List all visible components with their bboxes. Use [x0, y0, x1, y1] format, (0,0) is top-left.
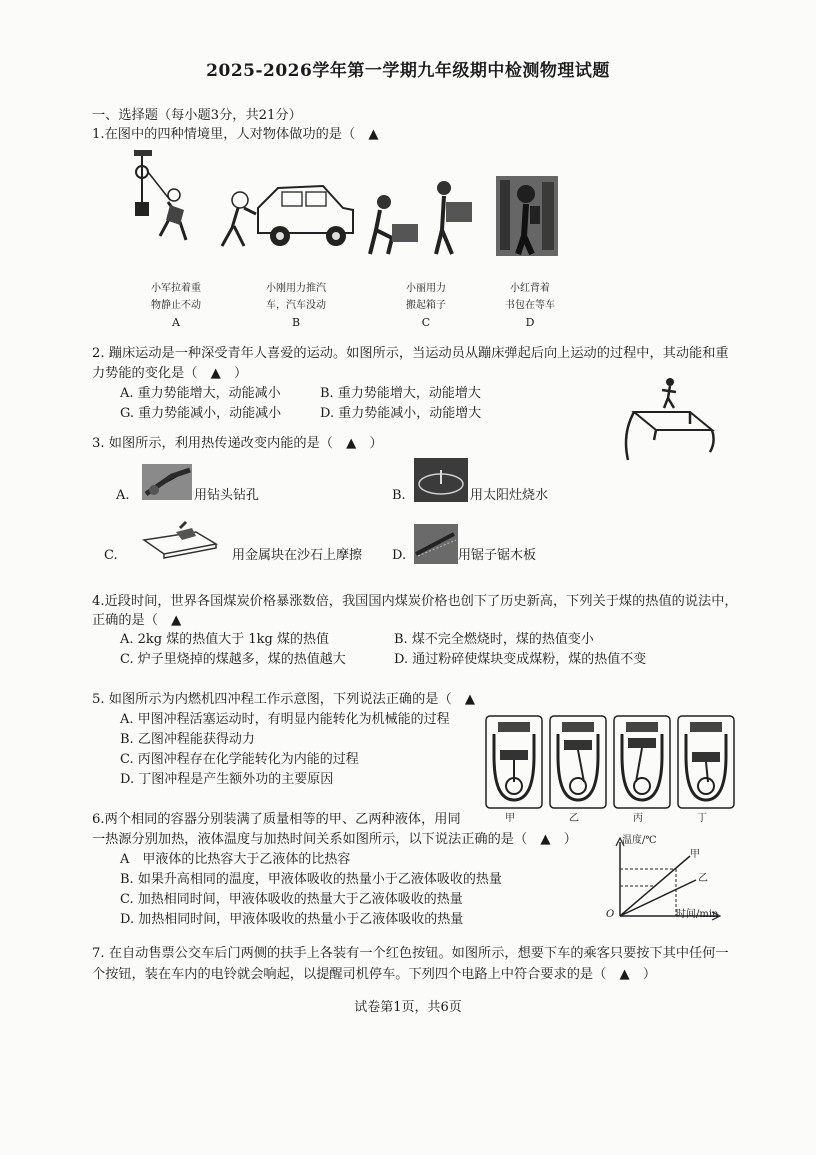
q2-option-a: A. 重力势能增大，动能减小: [120, 386, 281, 401]
q1-letter-c: C: [421, 316, 431, 329]
q3-image-c: [140, 520, 220, 560]
page-title: 2025-2026学年第一学期九年级期中检测物理试题: [206, 61, 610, 81]
q2-option-b: B. 重力势能增大，动能增大: [320, 386, 481, 401]
q1-letter-a: A: [172, 316, 180, 329]
q1-caption-c-line2: 搬起箱子: [406, 300, 446, 311]
q2-trampoline-figure: [620, 378, 716, 462]
q5-label-jia: 甲: [505, 813, 515, 824]
q5-option-c: C. 丙图冲程存在化学能转化为内能的过程: [120, 752, 359, 767]
q2-stem-line2: 力势能的变化是（ ▲ ）: [92, 366, 248, 381]
q1-image-c: [366, 180, 476, 260]
q1-image-d: [496, 176, 558, 256]
q6-option-d: D. 加热相同时间，甲液体吸收的热量小于乙液体吸收的热量: [120, 912, 464, 927]
q5-option-b: B. 乙图冲程能获得动力: [120, 732, 255, 747]
q6-option-b: B. 如果升高相同的温度，甲液体吸收的热量小于乙液体吸收的热量: [120, 872, 502, 887]
q6-stem-line1: 6.两个相同的容器分别装满了质量相等的甲、乙两种液体，用同: [92, 812, 461, 827]
q6-series-yi-label: 乙: [698, 873, 708, 884]
q4-option-d: D. 通过粉碎使煤块变成煤粉，煤的热值不变: [394, 652, 647, 667]
q3-letter-b: B.: [392, 488, 406, 503]
q3-image-b: [414, 458, 468, 502]
q5-label-bing: 丙: [633, 813, 643, 824]
q7-stem-line2: 个按钮，装在车内的电铃就会响起，以提醒司机停车。下列四个电路上中符合要求的是（ ▲ ）: [92, 967, 657, 982]
q5-engine-figure: [484, 716, 734, 812]
q1-stem: 1.在图中的四种情境里，人对物体做功的是（ ▲: [92, 127, 379, 142]
q5-option-a: A. 甲图冲程活塞运动时，有明显内能转化为机械能的过程: [120, 712, 450, 727]
q1-image-a: [130, 150, 190, 250]
q3-letter-c: C.: [104, 548, 118, 563]
q3-text-d: 用锯子锯木板: [458, 548, 537, 563]
section-header: 一、选择题（每小题3分，共21分）: [92, 108, 302, 123]
q3-image-d: [414, 524, 458, 564]
q2-stem-line1: 2. 蹦床运动是一种深受青年人喜爱的运动。如图所示，当运动员从蹦床弹起后向上运动的过程中，其动能和重: [92, 346, 729, 361]
q6-graph-ylabel: 温度/℃: [622, 835, 657, 846]
q6-graph-xlabel: 时间/min: [676, 909, 719, 920]
q1-image-b: [218, 178, 358, 258]
q1-caption-d-line1: 小红背着: [510, 283, 550, 294]
q1-caption-b-line1: 小刚用力推汽: [266, 283, 326, 294]
q5-option-d: D. 丁图冲程是产生额外功的主要原因: [120, 772, 334, 787]
q3-text-c: 用金属块在沙石上摩擦: [232, 548, 363, 563]
q1-caption-a-line1: 小军拉着重: [151, 283, 201, 294]
q6-graph-origin: O: [606, 909, 615, 920]
q1-caption-c-line1: 小丽用力: [406, 283, 446, 294]
q1-caption-d-line2: 书包在等车: [505, 300, 555, 311]
q1-letter-d: D: [525, 316, 535, 329]
q2-option-d: D. 重力势能减小，动能增大: [320, 406, 482, 421]
q5-label-yi: 乙: [569, 813, 579, 824]
q6-series-jia-label: 甲: [690, 849, 700, 860]
q3-letter-d: D.: [392, 548, 407, 563]
q4-stem-line2: 正确的是（ ▲: [92, 613, 182, 628]
q3-letter-a: A.: [116, 488, 130, 503]
q5-label-ding: 丁: [697, 813, 707, 824]
q4-option-a: A. 2kg 煤的热值大于 1kg 煤的热值: [120, 632, 329, 647]
q1-caption-b-line2: 车，汽车没动: [266, 300, 326, 311]
q1-letter-b: B: [291, 316, 301, 329]
q7-stem-line1: 7. 在自动售票公交车后门两侧的扶手上各装有一个红色按钮。如图所示，想要下车的乘客只要按下其中任何一: [92, 946, 729, 961]
page-footer: 试卷第1页，共6页: [354, 1000, 462, 1015]
q2-option-c: G. 重力势能减小，动能减小: [120, 406, 282, 421]
q1-caption-a-line2: 物静止不动: [151, 300, 201, 311]
q4-stem-line1: 4.近段时间，世界各国煤炭价格暴涨数倍，我国国内煤炭价格也创下了历史新高，下列关于煤的热值的说法中，: [92, 594, 738, 609]
q3-stem: 3. 如图所示，利用热传递改变内能的是（ ▲ ）: [92, 436, 383, 451]
q6-option-c: C. 加热相同时间，甲液体吸收的热量大于乙液体吸收的热量: [120, 892, 463, 907]
q4-option-c: C. 炉子里烧掉的煤越多，煤的热值越大: [120, 652, 346, 667]
q4-option-b: B. 煤不完全燃烧时，煤的热值变小: [394, 632, 594, 647]
q5-stem: 5. 如图所示为内燃机四冲程工作示意图，下列说法正确的是（ ▲: [92, 692, 475, 707]
q6-stem-line2: 一热源分别加热，液体温度与加热时间关系如图所示，以下说法正确的是（ ▲ ）: [92, 832, 577, 847]
q3-image-a: [142, 464, 192, 500]
q3-text-b: 用太阳灶烧水: [470, 488, 549, 503]
q3-text-a: 用钻头钻孔: [194, 488, 260, 503]
q6-option-a: A 甲液体的比热容大于乙液体的比热容: [120, 852, 351, 867]
